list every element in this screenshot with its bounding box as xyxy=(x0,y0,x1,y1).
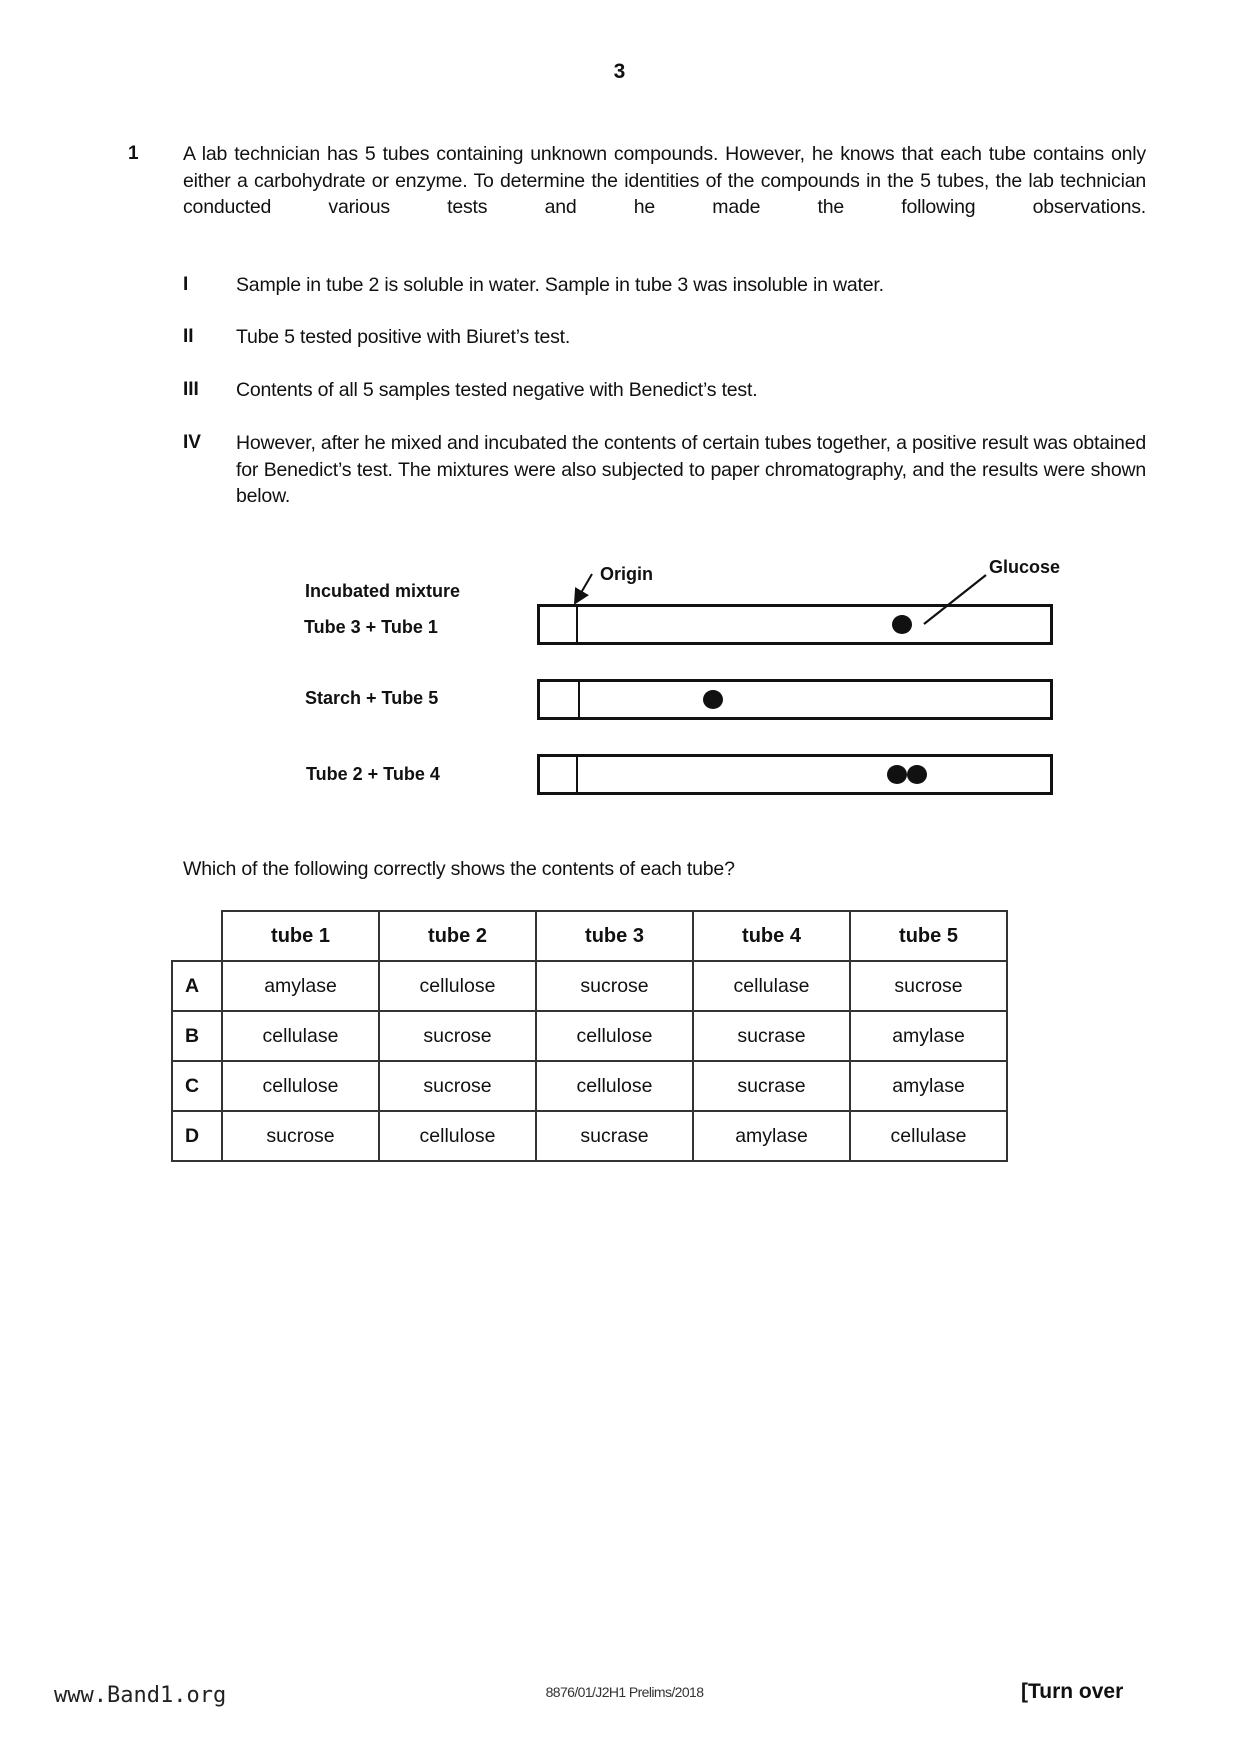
option-letter: B xyxy=(172,1011,222,1061)
observation-label: I xyxy=(183,274,189,295)
table-cell: cellulose xyxy=(379,1111,536,1161)
option-letter: A xyxy=(172,961,222,1011)
question-prompt: Which of the following correctly shows the contents of each tube? xyxy=(183,858,735,880)
observation-text: Sample in tube 2 is soluble in water. Sample in tube 3 was insoluble in water. xyxy=(236,274,884,296)
table-header-row xyxy=(172,911,1007,961)
strip-label: Tube 3 + Tube 1 xyxy=(304,617,438,637)
table-cell: sucrose xyxy=(536,961,693,1011)
table-cell: sucrase xyxy=(693,1061,850,1111)
observation-label: IV xyxy=(183,432,201,453)
observation-label: II xyxy=(183,326,194,347)
table-row[interactable] xyxy=(172,961,1007,1011)
diagram-heading: Incubated mixture xyxy=(305,581,461,601)
column-header: tube 2 xyxy=(379,911,536,961)
question-number: 1 xyxy=(128,143,139,164)
table-cell: sucrose xyxy=(379,1011,536,1061)
observation-text: However, after he mixed and incubated the contents of certain tubes together, a positive result was obtained for Benedict’s test. The mixtures were also subjected to paper chromatography, and the results were shown below. xyxy=(236,432,1146,507)
table-cell: amylase xyxy=(222,961,379,1011)
page-number: 3 xyxy=(613,60,626,83)
turn-over-note: [Turn over xyxy=(1021,1680,1124,1703)
table-cell: cellulose xyxy=(536,1061,693,1111)
glucose-pointer-line xyxy=(924,575,986,624)
table-row[interactable] xyxy=(172,1111,1007,1161)
observation-label: III xyxy=(183,379,199,400)
table-cell: cellulase xyxy=(850,1111,1007,1161)
observation-text: Tube 5 tested positive with Biuret’s test. xyxy=(236,326,571,348)
table-cell: cellulase xyxy=(693,961,850,1011)
column-header: tube 4 xyxy=(693,911,850,961)
table-cell: cellulose xyxy=(536,1011,693,1061)
origin-pointer-arrow xyxy=(578,574,592,598)
option-letter: C xyxy=(172,1061,222,1111)
table-cell: sucrase xyxy=(536,1111,693,1161)
table-cell: sucrose xyxy=(850,961,1007,1011)
table-cell: amylase xyxy=(850,1011,1007,1061)
option-letter: D xyxy=(172,1111,222,1161)
column-header: tube 1 xyxy=(222,911,379,961)
table-cell: cellulose xyxy=(222,1061,379,1111)
question-intro: A lab technician has 5 tubes containing unknown compounds. However, he knows that each tube contains only either a carbohydrate or enzyme. To determine the identities of the compounds in the 5 tubes, the lab technician conducted various tests and he made the following observations. xyxy=(183,143,1146,218)
observation-text: Contents of all 5 samples tested negative with Benedict’s test. xyxy=(236,379,758,401)
strip-label: Tube 2 + Tube 4 xyxy=(306,764,440,784)
table-cell: cellulose xyxy=(379,961,536,1011)
column-header: tube 3 xyxy=(536,911,693,961)
table-cell: amylase xyxy=(850,1061,1007,1111)
table-cell: sucrase xyxy=(693,1011,850,1061)
glucose-label: Glucose xyxy=(989,557,1061,577)
origin-label: Origin xyxy=(600,564,653,584)
table-cell: cellulase xyxy=(222,1011,379,1061)
paper-code: 8876/01/J2H1 Prelims/2018 xyxy=(545,1684,704,1700)
strip-label: Starch + Tube 5 xyxy=(305,688,439,708)
table-cell: sucrose xyxy=(222,1111,379,1161)
table-cell: sucrose xyxy=(379,1061,536,1111)
corner-cell xyxy=(172,911,222,961)
column-header: tube 5 xyxy=(850,911,1007,961)
watermark-link[interactable]: www.Band1.org xyxy=(54,1683,227,1708)
table-row[interactable] xyxy=(172,1061,1007,1111)
table-row[interactable] xyxy=(172,1011,1007,1061)
answer-options-table xyxy=(171,910,1008,1162)
table-cell: amylase xyxy=(693,1111,850,1161)
